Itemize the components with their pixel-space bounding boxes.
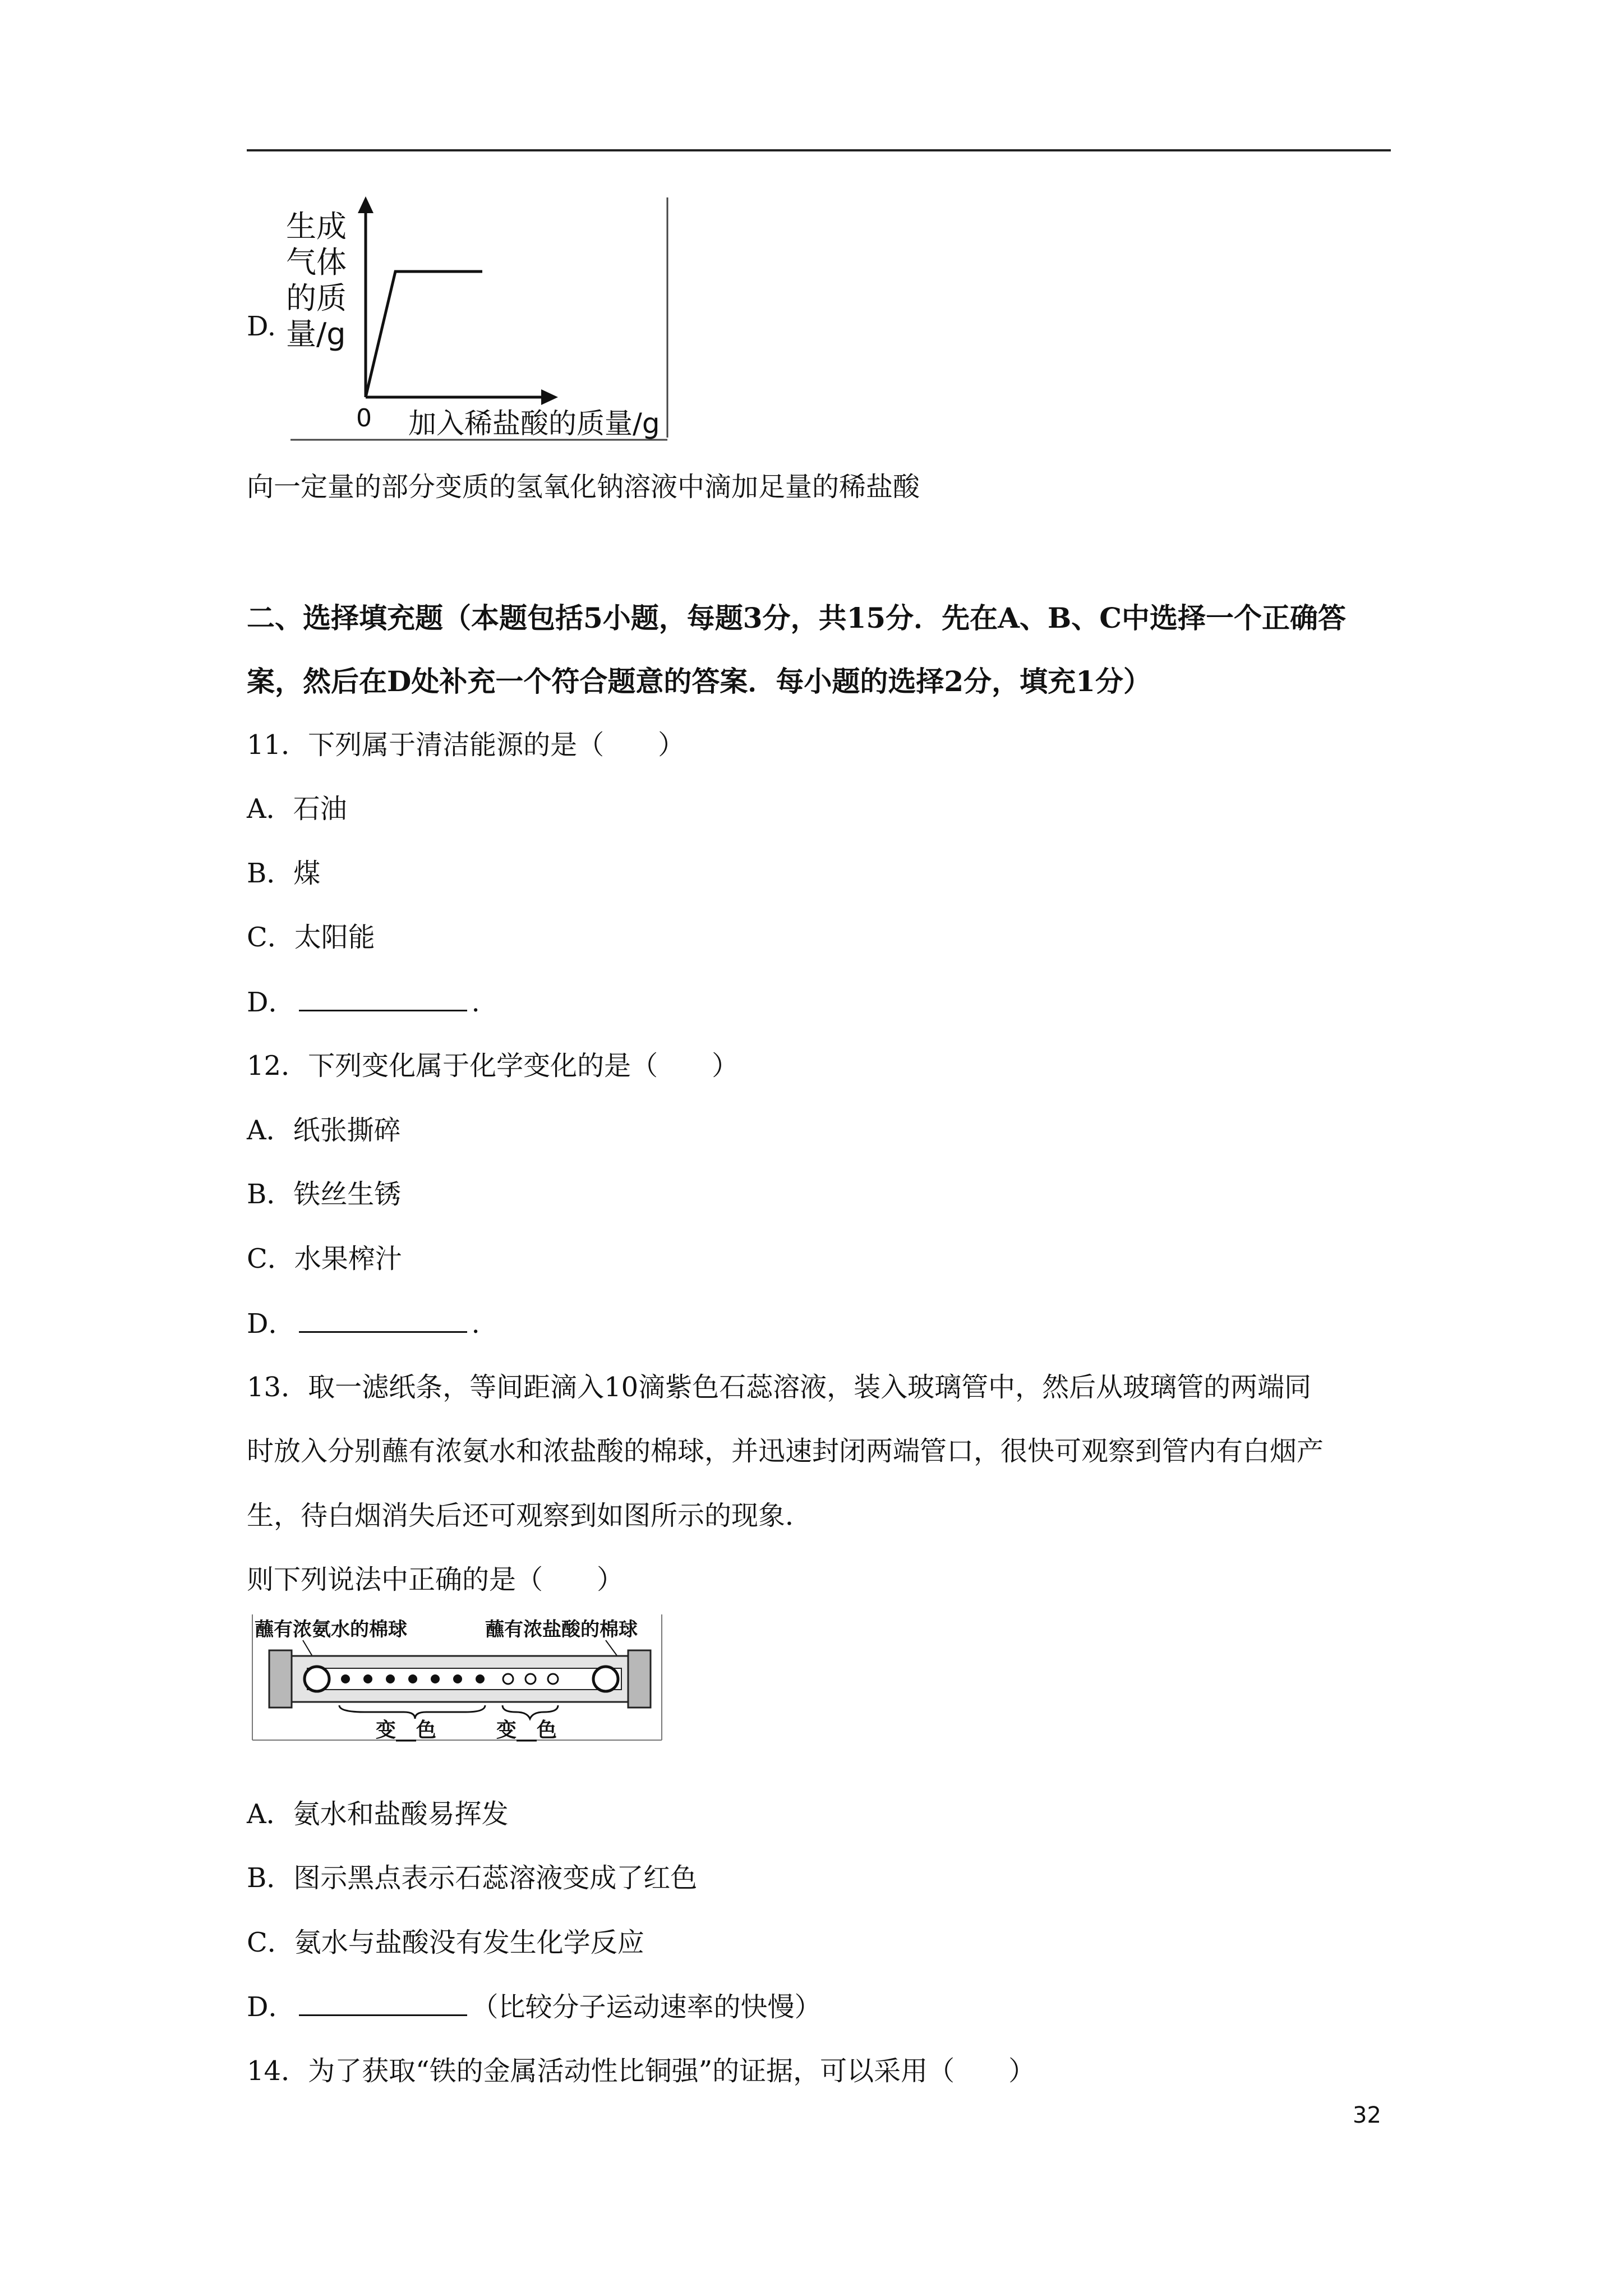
option-text: 氨水和盐酸易挥发 (293, 1798, 509, 1830)
q12-stem: 12．下列变化属于化学变化的是（ ） (247, 1050, 739, 1082)
y-label-line-3: 的质 (286, 280, 347, 316)
q13-glass-tube-figure (247, 1610, 673, 1750)
option-label: C． (247, 1927, 294, 1958)
option-label: B． (247, 1179, 294, 1210)
q10-gas-mass-graph (280, 191, 684, 449)
q13-option-b (247, 1861, 697, 1895)
origin-label: 0 (356, 404, 372, 432)
q11-option-c (247, 921, 375, 954)
option-text: 水果榨汁 (294, 1243, 402, 1274)
answer-blank (299, 1990, 467, 2016)
y-label-line-2: 气体 (286, 245, 347, 280)
q10-caption: 向一定量的部分变质的氢氧化钠溶液中滴加足量的稀盐酸 (247, 471, 920, 503)
option-label: D． (247, 1308, 296, 1340)
hcl-cotton-ball (593, 1667, 618, 1691)
option-label: C． (247, 922, 294, 953)
option-text: 铁丝生锈 (293, 1179, 402, 1210)
option-label: A． (247, 1115, 293, 1146)
answer-blank (299, 985, 467, 1011)
answer-blank (299, 1306, 467, 1333)
q13-stem-line4: 则下列说法中正确的是（ ） (247, 1564, 624, 1595)
y-axis-arrow (358, 196, 374, 213)
option-text: （比较分子运动速率的快慢） (471, 1991, 822, 2023)
option-text: 石油 (293, 793, 347, 825)
page-number: 32 (1353, 2102, 1381, 2128)
gas-curve (366, 272, 482, 397)
bottom-left-label: 变__色 (376, 1719, 437, 1742)
option-text: . (471, 1308, 480, 1340)
q13-option-c (247, 1926, 644, 1959)
bottom-right-label: 变__色 (496, 1719, 557, 1742)
right-cotton-label: 蘸有浓盐酸的棉球 (485, 1618, 638, 1641)
option-text: 煤 (293, 858, 321, 889)
option-label: A． (247, 793, 293, 825)
option-label: B． (247, 1862, 294, 1894)
q11-option-a (247, 792, 347, 826)
q14-stem: 14．为了获取“铁的金属活动性比铜强”的证据，可以采用（ ） (247, 2055, 1036, 2087)
q10-option-d-label: D. (247, 311, 276, 342)
header-rule (247, 149, 1391, 151)
q11-option-d (247, 985, 480, 1019)
white-dots (503, 1674, 558, 1684)
right-brace (502, 1705, 558, 1719)
q12-option-c (247, 1242, 402, 1276)
left-brace (339, 1705, 485, 1719)
q13-stem-line2: 时放入分别蘸有浓氨水和浓盐酸的棉球，并迅速封闭两端管口，很快可观察到管内有白烟产 (247, 1435, 1324, 1467)
q11-option-b (247, 857, 320, 890)
option-label: C． (247, 1243, 294, 1274)
q13-stem-line1: 13．取一滤纸条，等间距滴入10滴紫色石蕊溶液，装入玻璃管中，然后从玻璃管的两端同 (247, 1372, 1312, 1403)
option-label: B． (247, 858, 294, 889)
q13-stem-line3: 生，待白烟消失后还可观察到如图所示的现象． (247, 1500, 813, 1531)
option-text: . (471, 987, 480, 1018)
x-axis-arrow (541, 389, 558, 405)
q12-option-b (247, 1177, 401, 1211)
option-label: D． (247, 1991, 296, 2023)
x-label: 加入稀盐酸的质量/g (408, 407, 660, 440)
q13-option-d (247, 1990, 822, 2024)
option-label: A． (247, 1798, 293, 1830)
q13-option-a (247, 1797, 509, 1831)
filter-paper-strip (307, 1668, 621, 1690)
q12-option-a (247, 1114, 401, 1147)
y-label-line-1: 生成 (286, 209, 347, 244)
left-cotton-label: 蘸有浓氨水的棉球 (255, 1618, 407, 1641)
option-text: 纸张撕碎 (293, 1115, 401, 1146)
section2-heading-line2: 案，然后在D处补充一个符合题意的答案．每小题的选择2分，填充1分） (247, 665, 1151, 698)
option-text: 图示黑点表示石蕊溶液变成了红色 (293, 1862, 698, 1894)
q11-stem: 11．下列属于清洁能源的是（ ） (247, 729, 685, 761)
section2-heading-line1: 二、选择填充题（本题包括5小题，每题3分，共15分．先在A、B、C中选择一个正确答 (247, 601, 1347, 634)
option-text: 氨水与盐酸没有发生化学反应 (294, 1927, 644, 1958)
option-label: D． (247, 987, 296, 1018)
option-text: 太阳能 (294, 922, 375, 953)
y-label-line-4: 量/g (286, 316, 346, 352)
q12-option-d (247, 1306, 480, 1341)
ammonia-cotton-ball (305, 1667, 329, 1691)
